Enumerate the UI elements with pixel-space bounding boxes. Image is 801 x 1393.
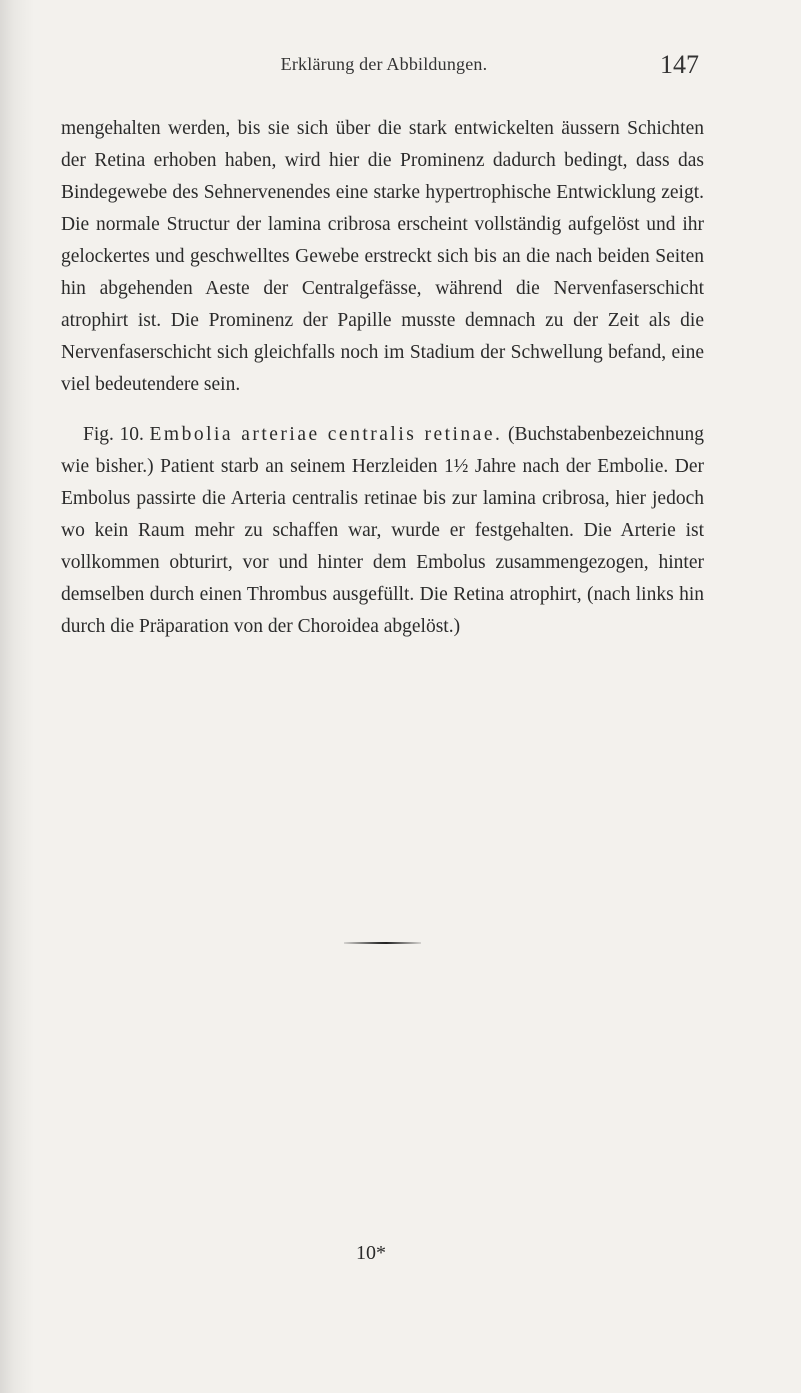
paragraph-2: [61, 419, 704, 643]
figure-title: Embolia arteriae centralis retinae.: [149, 424, 503, 445]
paragraph-1: mengehalten werden, bis sie sich über die stark entwickelten äussern Schichten der Retina erhoben haben, wird hier die Prominenz dadurch bedingt, dass das Bindegewebe des Sehnervenendes eine starke hypertrophische Entwicklung zeigt. Die normale Structur der lamina cribrosa erscheint vollständig aufgelöst und ihr gelockertes und geschwelltes Gewebe erstreckt sich bis an die nach beiden Seiten hin abgehenden Aeste der Centralgefässe, während die Nervenfaserschicht atrophirt ist. Die Prominenz der Papille musste demnach zu der Zeit als die Nervenfaserschicht sich gleichfalls noch im Stadium der Schwellung befand, eine viel bedeutendere sein.: [61, 118, 704, 395]
figure-number: Fig. 10.: [83, 424, 144, 445]
body-text: [61, 113, 704, 643]
header-title: Erklärung der Abbildungen.: [280, 54, 488, 74]
section-divider: [344, 942, 421, 944]
paragraph-gap: [61, 401, 704, 419]
running-head: [0, 52, 801, 78]
page-number: 147: [660, 50, 699, 79]
figure-description: (Buchstabenbezeichnung wie bisher.) Patient starb an seinem Herzleiden 1½ Jahre nach der Embolie. Der Embolus passirte die Arteria centralis retinae bis zur lamina cribrosa, hier jedoch wo kein Raum mehr zu schaffen war, wurde er festgehalten. Die Arterie ist vollkommen obturirt, vor und hinter dem Embolus zusammengezogen, hinter demselben durch einen Thrombus ausgefüllt. Die Retina atrophirt, (nach links hin durch die Präparation von der Choroidea abgelöst.): [61, 424, 705, 637]
signature-mark: 10*: [356, 1242, 386, 1264]
